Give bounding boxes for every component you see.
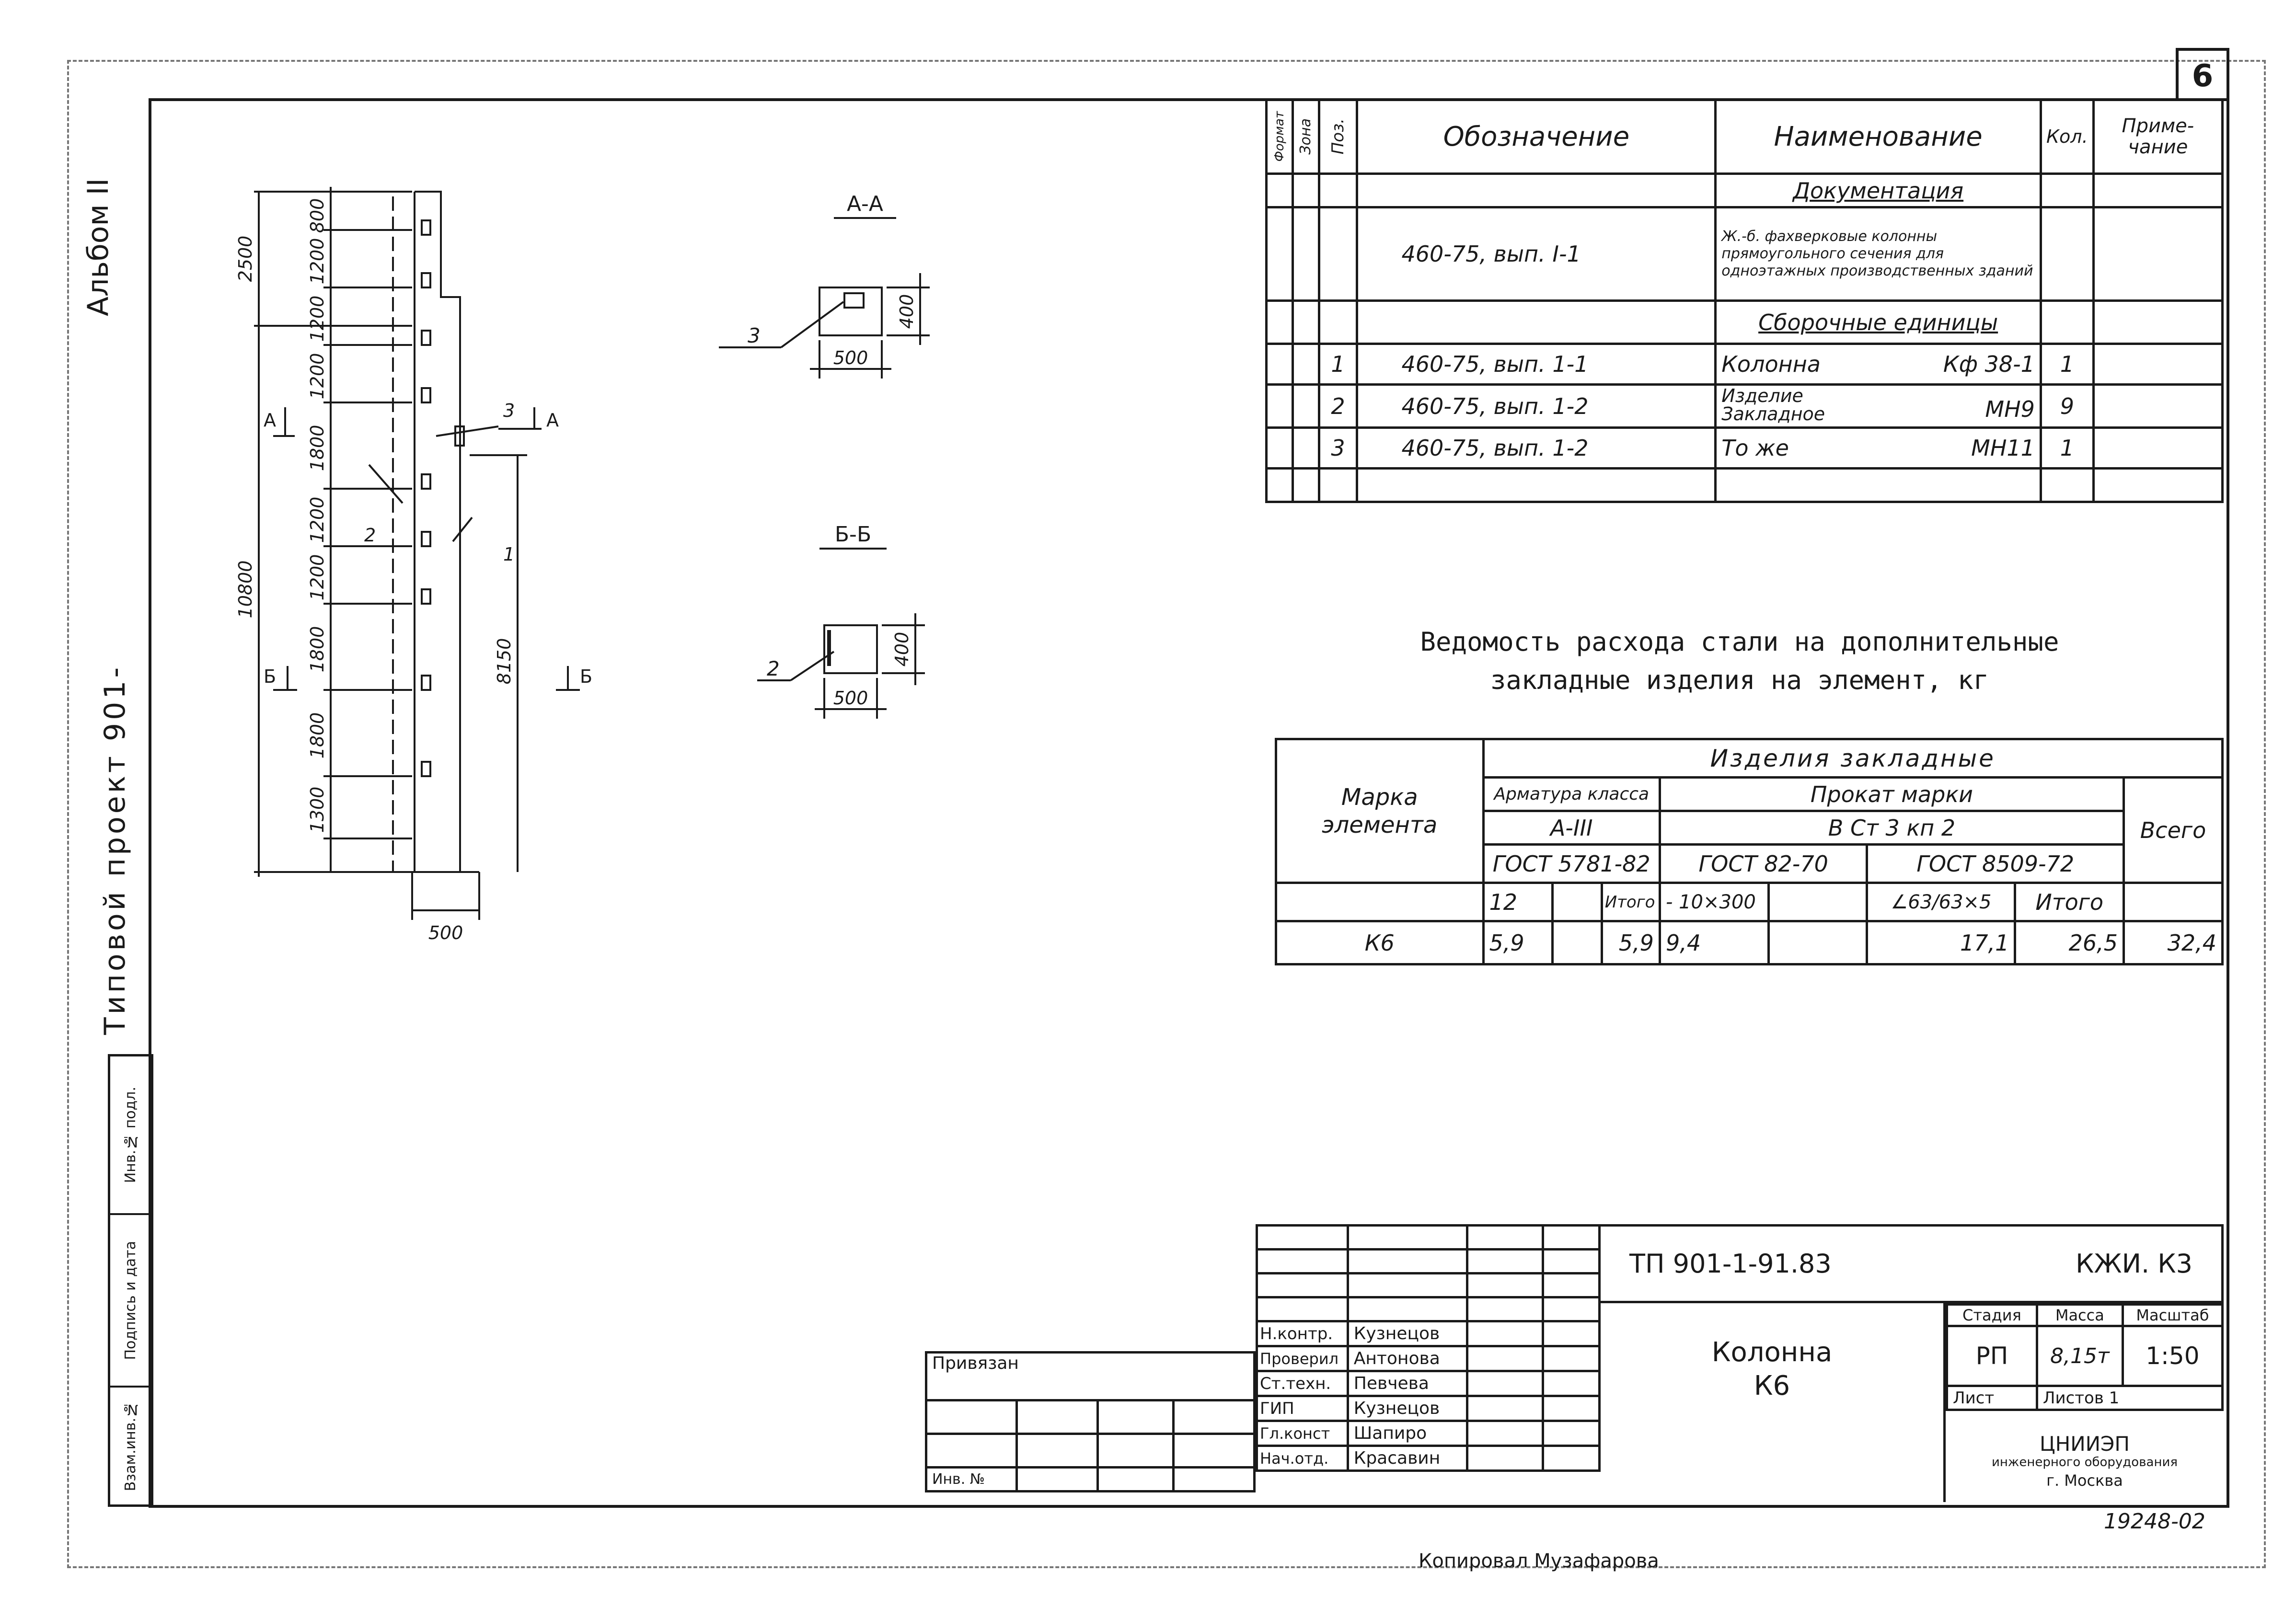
spec-row: 1 460-75, вып. 1-1 Колонна Кф 38-1 1 <box>1267 344 2223 385</box>
steel-h-armatura: Арматура класса <box>1483 778 1660 811</box>
cut-a-right: А <box>546 410 559 431</box>
dim-1200-e: 1200 <box>307 554 328 601</box>
sheet-number: 6 <box>2192 58 2214 94</box>
spec-h-format: Формат <box>1272 111 1287 162</box>
steel-h-gost1: ГОСТ 5781-82 <box>1483 845 1660 883</box>
spec-section-docs-label: Документация <box>1716 174 2041 207</box>
spec-section-assembly <box>1267 301 2223 344</box>
privyazan-label: Привязан <box>926 1353 1255 1400</box>
steel-row-mark: К6 <box>1276 921 1484 964</box>
sheet-number-box <box>2176 48 2229 101</box>
cut-b-left: Б <box>264 666 277 687</box>
cut-a-left: А <box>264 410 276 431</box>
steel-h-class: А-III <box>1483 811 1660 845</box>
spec-h-name: Наименование <box>1716 100 2041 174</box>
side-stamp-replace: Взам.инв.№ <box>122 1400 139 1491</box>
section-aa-width: 500 <box>833 347 868 368</box>
steel-row-itogo1: 5,9 <box>1602 921 1660 964</box>
section-aa-pos: 3 <box>748 324 761 347</box>
spec-h-pos: Поз. <box>1328 118 1348 155</box>
steel-row-a12: 5,9 <box>1483 921 1552 964</box>
object-name: Колонна <box>1711 1337 1833 1368</box>
steel-h-mark: Марка элемента <box>1276 739 1484 883</box>
steel-row-angle: 17,1 <box>1867 921 2015 964</box>
dim-500: 500 <box>428 922 463 943</box>
object-mark: К6 <box>1754 1370 1790 1401</box>
dim-1800-c: 1800 <box>307 712 328 759</box>
section-aa <box>719 182 958 412</box>
dim-1800-b: 1800 <box>307 626 328 673</box>
dim-1200-a: 1200 <box>307 238 328 285</box>
org-name: ЦНИИЭП <box>2040 1432 2130 1456</box>
spec-section-assembly-label: Сборочные единицы <box>1716 301 2041 344</box>
dim-800: 800 <box>307 198 328 233</box>
dim-10800: 10800 <box>235 560 256 619</box>
privyazan-block <box>925 1351 1256 1492</box>
steel-h-prokat: Прокат марки <box>1660 778 2123 811</box>
steel-table-title <box>1265 623 2214 700</box>
spec-section-docs <box>1267 174 2223 207</box>
scale-value: 1:50 <box>2123 1326 2222 1386</box>
spec-h-qty: Кол. <box>2041 100 2093 174</box>
steel-h-gost2: ГОСТ 82-70 <box>1660 845 1867 883</box>
pos-2-label: 2 <box>364 525 376 546</box>
spec-header-row <box>1267 100 2223 174</box>
copied-by: Копировал Музафарова <box>1419 1550 1659 1572</box>
steel-title-line1: Ведомость расхода стали на дополнительные <box>1420 627 2059 657</box>
steel-h-top: Изделия закладные <box>1483 739 2222 778</box>
signature-grid: Н.контр. Кузнецов Проверил Антонова Ст.техн. Певчева ГИП Кузнецов Гл.конст Шапиро Нач.отд. Красавин <box>1256 1224 1601 1472</box>
side-stamp <box>108 1054 153 1507</box>
spec-h-designation: Обозначение <box>1357 100 1716 174</box>
section-bb <box>757 508 958 728</box>
steel-sub-itogo2: Итого <box>2015 883 2124 921</box>
steel-sub-angle: ∠63/63×5 <box>1867 883 2015 921</box>
section-aa-title: А-А <box>846 192 884 216</box>
steel-row-strip: 9,4 <box>1660 921 1768 964</box>
spec-doc-name: Ж.-б. фахверковые колонны прямоугольного сечения для одноэтажных производственных зданий <box>1716 207 2041 301</box>
cut-b-right: Б <box>580 666 593 687</box>
steel-title-line2: закладные изделия на элемент, кг <box>1490 665 1989 695</box>
mass-value: 8,15т <box>2037 1326 2123 1386</box>
section-bb-width: 500 <box>833 688 868 709</box>
dim-1800-a: 1800 <box>307 425 328 471</box>
spec-h-note: Приме- чание <box>2093 100 2222 174</box>
project-code: ТП 901-1-91.83 <box>1629 1249 1832 1279</box>
steel-row-itogo2: 26,5 <box>2015 921 2124 964</box>
spec-doc-designation: 460-75, вып. I-1 <box>1357 207 1716 301</box>
section-bb-height: 400 <box>891 631 912 667</box>
dim-1200-c: 1200 <box>307 353 328 400</box>
steel-h-total: Всего <box>2123 778 2222 883</box>
spec-doc-row <box>1267 207 2223 301</box>
dim-2500: 2500 <box>235 235 256 282</box>
steel-sub-12: 12 <box>1483 883 1552 921</box>
spec-row: 3 460-75, вып. 1-2 То же МН11 1 <box>1267 428 2223 469</box>
dim-8150: 8150 <box>494 638 515 685</box>
side-stamp-sign: Подпись и дата <box>110 1215 151 1387</box>
sheet-code: КЖИ. К3 <box>2076 1249 2192 1279</box>
section-aa-height: 400 <box>896 294 917 329</box>
album-label: Альбом II <box>81 178 115 316</box>
stage-value: РП <box>1947 1326 2037 1386</box>
stage-table: Стадия Масса Масштаб РП 8,15т 1:50 Лист Листов 1 <box>1946 1303 2224 1411</box>
pos-1-label: 1 <box>503 544 515 565</box>
dim-1300: 1300 <box>307 786 328 833</box>
title-code-row <box>1601 1224 2224 1303</box>
steel-h-prokat-mark: В Ст 3 кп 2 <box>1660 811 2123 845</box>
side-stamp-inv: Инв.№ подл. <box>110 1056 151 1215</box>
steel-sub-strip: - 10×300 <box>1660 883 1768 921</box>
section-bb-pos: 2 <box>767 657 780 680</box>
steel-row-total: 32,4 <box>2123 921 2222 964</box>
spec-row: 2 460-75, вып. 1-2 Изделие Закладное МН9 9 <box>1267 385 2223 428</box>
column-elevation <box>211 168 642 958</box>
dim-1200-d: 1200 <box>307 496 328 543</box>
object-name-box <box>1601 1303 1946 1502</box>
spec-empty-row <box>1267 469 2223 502</box>
org-sub: инженерного оборудования <box>1992 1455 2178 1469</box>
organization <box>1946 1432 2224 1490</box>
inv-no-label: Инв. № <box>926 1468 1017 1492</box>
spec-h-zone: Зона <box>1297 118 1315 155</box>
steel-sub-itogo1: Итого <box>1602 883 1660 921</box>
org-city: г. Москва <box>2046 1471 2123 1490</box>
steel-data-row <box>1276 921 2223 964</box>
project-label: Типовой проект 901- <box>98 664 132 1035</box>
spec-table <box>1265 98 2224 503</box>
dim-1200-b: 1200 <box>307 295 328 342</box>
section-bb-title: Б-Б <box>834 522 872 547</box>
pos-3-label: 3 <box>503 400 515 421</box>
title-block <box>1256 1224 2224 1502</box>
doc-number: 19248-02 <box>2104 1509 2205 1534</box>
steel-table <box>1275 738 2224 965</box>
steel-h-gost3: ГОСТ 8509-72 <box>1867 845 2124 883</box>
